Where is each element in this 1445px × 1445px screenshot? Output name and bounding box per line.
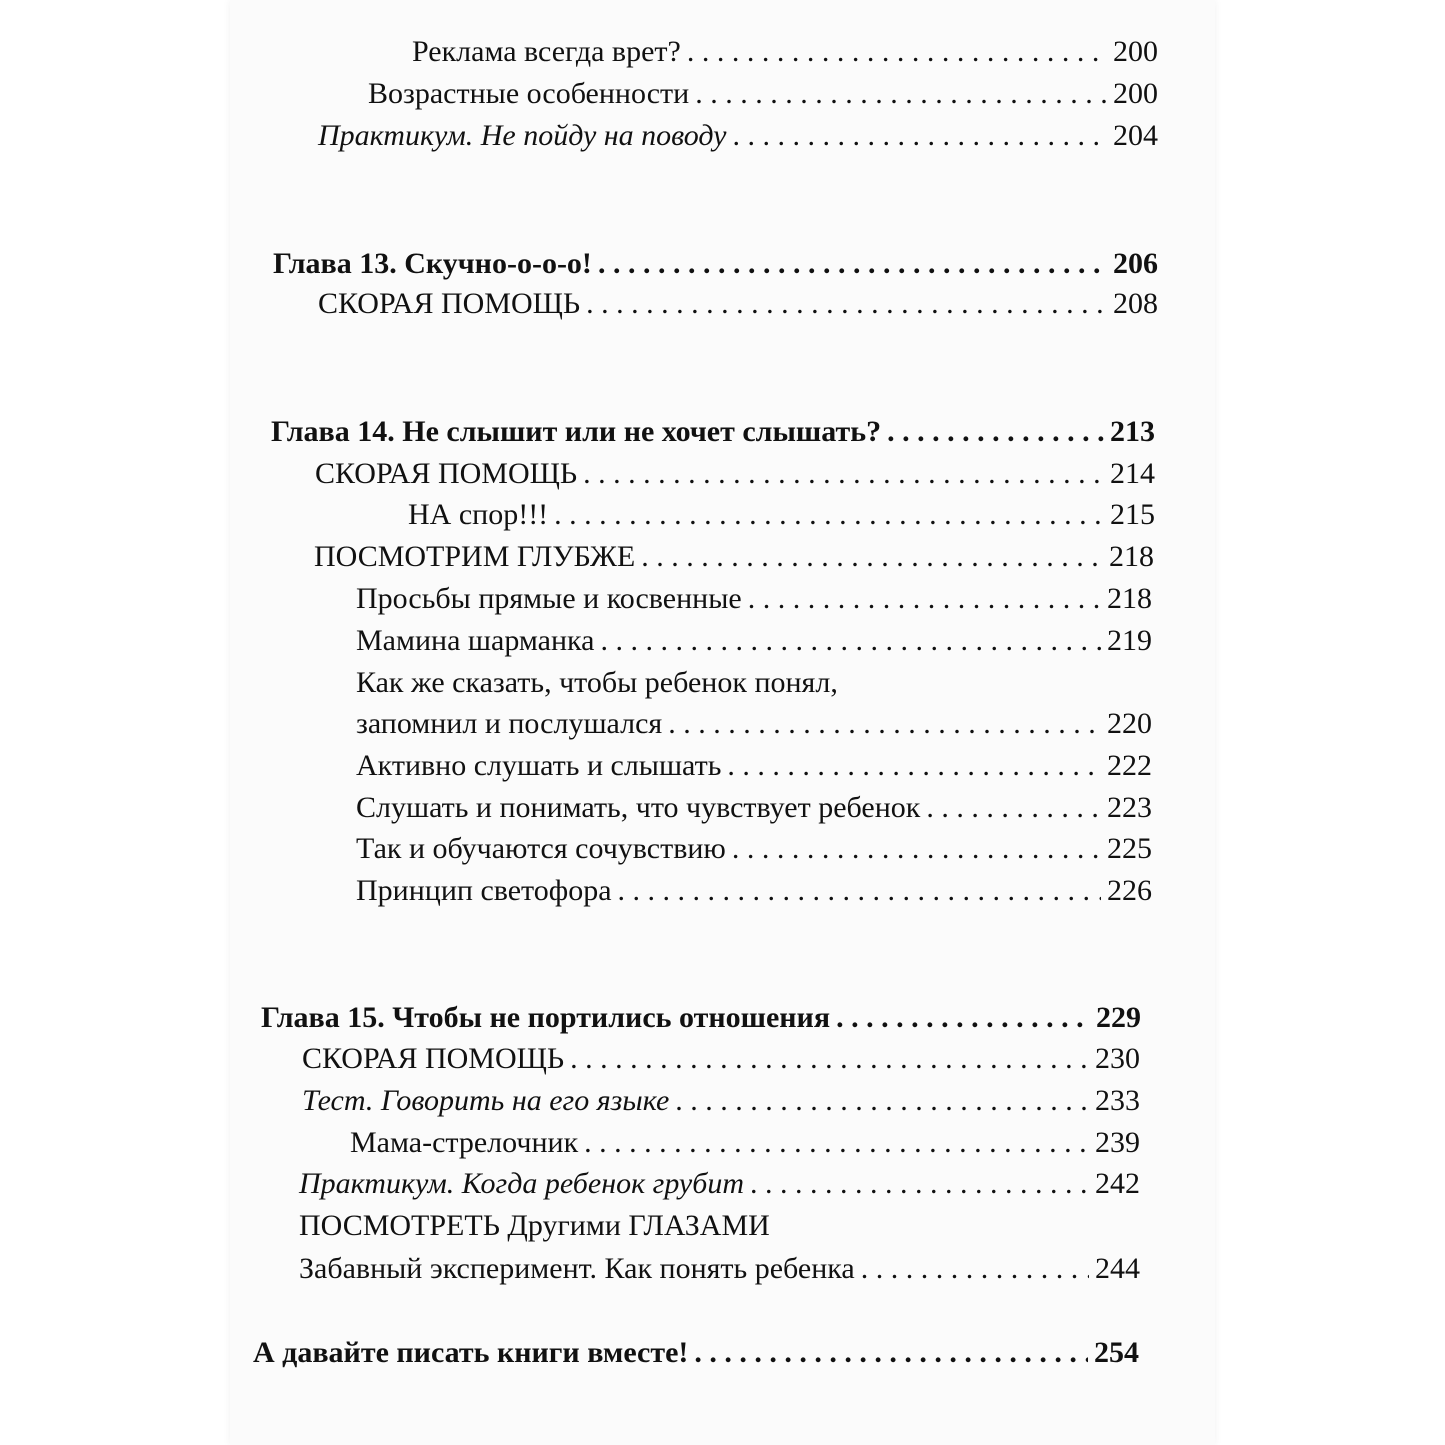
toc-entry bbox=[318, 118, 1158, 154]
toc-entry-title: Глава 15. Чтобы не портились отношения bbox=[261, 1001, 831, 1034]
toc-entry-page: 200 bbox=[1113, 35, 1158, 68]
toc-entry-title: Как же сказать, чтобы ребенок понял, bbox=[356, 666, 838, 699]
toc-entry-title: Мамина шарманка bbox=[356, 624, 595, 657]
toc-entry-page: 220 bbox=[1107, 707, 1152, 740]
toc-entry-title: НА спор!!! bbox=[408, 498, 549, 531]
toc-entry-title: СКОРАЯ ПОМОЩЬ bbox=[318, 287, 581, 320]
toc-entry-page: 219 bbox=[1107, 624, 1152, 657]
toc-entry-page: 200 bbox=[1113, 77, 1158, 110]
dot-leader bbox=[598, 246, 1107, 282]
toc-entry-page: 226 bbox=[1107, 874, 1152, 907]
chapter-entry bbox=[253, 1335, 1139, 1371]
toc-entry-title: ПОСМОТРИМ ГЛУБЖЕ bbox=[314, 540, 636, 573]
toc-entry bbox=[412, 34, 1158, 70]
dot-leader bbox=[748, 581, 1101, 617]
toc-entry-page: 229 bbox=[1096, 1001, 1141, 1034]
dot-leader bbox=[861, 1251, 1089, 1287]
toc-entry-page: 242 bbox=[1095, 1167, 1140, 1200]
toc-entry-page: 213 bbox=[1110, 415, 1155, 448]
toc-entry-page: 218 bbox=[1107, 582, 1152, 615]
toc-entry bbox=[302, 1041, 1140, 1077]
dot-leader bbox=[727, 748, 1101, 784]
toc-entry-title: Практикум. Не пойду на поводу bbox=[318, 119, 727, 152]
toc-entry-title: Забавный эксперимент. Как понять ребенка bbox=[299, 1252, 855, 1285]
dot-leader bbox=[600, 623, 1101, 659]
toc-entry-page: 206 bbox=[1113, 247, 1158, 280]
toc-entry-page: 215 bbox=[1110, 498, 1155, 531]
toc-entry-title: Принцип светофора bbox=[356, 874, 612, 907]
dot-leader bbox=[687, 34, 1107, 70]
toc-entry-page: 218 bbox=[1109, 540, 1154, 573]
toc-entry bbox=[299, 1208, 1140, 1244]
toc-entry-page: 239 bbox=[1095, 1126, 1140, 1159]
toc-entry-title: Так и обучаются сочувствию bbox=[356, 832, 726, 865]
toc-entry bbox=[356, 581, 1152, 617]
toc-entry-title: Глава 14. Не слышит или не хочет слышать? bbox=[271, 415, 882, 448]
dot-leader bbox=[554, 497, 1104, 533]
toc-entry-title: Тест. Говорить на его языке bbox=[302, 1084, 670, 1117]
toc-entry bbox=[356, 706, 1152, 742]
toc-entry bbox=[315, 456, 1155, 492]
toc-entry bbox=[350, 1125, 1140, 1161]
dot-leader bbox=[641, 539, 1103, 575]
chapter-entry bbox=[261, 1000, 1141, 1036]
dot-leader bbox=[618, 873, 1101, 909]
toc-entry bbox=[368, 76, 1158, 112]
toc-entry-page: 208 bbox=[1113, 287, 1158, 320]
toc-entry-page: 254 bbox=[1094, 1336, 1139, 1369]
toc-entry-title: Активно слушать и слышать bbox=[356, 749, 722, 782]
dot-leader bbox=[926, 790, 1101, 826]
dot-leader bbox=[694, 1335, 1088, 1371]
toc-entry bbox=[356, 623, 1152, 659]
toc-entry bbox=[356, 790, 1152, 826]
toc-entry-title: Слушать и понимать, что чувствует ребенок bbox=[356, 791, 921, 824]
toc-entry bbox=[318, 286, 1158, 322]
toc-entry-page: 214 bbox=[1110, 457, 1155, 490]
toc-entry-title: СКОРАЯ ПОМОЩЬ bbox=[315, 457, 578, 490]
dot-leader bbox=[887, 414, 1104, 450]
dot-leader bbox=[668, 706, 1101, 742]
dot-leader bbox=[586, 286, 1107, 322]
toc-entry bbox=[408, 497, 1155, 533]
toc-entry-page: 222 bbox=[1107, 749, 1152, 782]
toc-entry bbox=[356, 831, 1152, 867]
toc-entry-page: 233 bbox=[1095, 1084, 1140, 1117]
toc-entry-title: Мама-стрелочник bbox=[350, 1126, 579, 1159]
toc-entry bbox=[299, 1251, 1140, 1287]
toc-entry-title: Просьбы прямые и косвенные bbox=[356, 582, 742, 615]
toc-entry-title: Возрастные особенности bbox=[368, 77, 690, 110]
toc-entry-title: Реклама всегда врет? bbox=[412, 35, 681, 68]
dot-leader bbox=[750, 1166, 1089, 1202]
toc-entry bbox=[302, 1083, 1140, 1119]
dot-leader bbox=[836, 1000, 1090, 1036]
toc-entry bbox=[356, 748, 1152, 784]
toc-entry bbox=[299, 1166, 1140, 1202]
chapter-entry bbox=[273, 246, 1158, 282]
dot-leader bbox=[584, 1125, 1089, 1161]
toc-entry-title: Глава 13. Скучно-о-о-о! bbox=[273, 247, 592, 280]
toc-entry bbox=[314, 539, 1154, 575]
toc-entry-page: 230 bbox=[1095, 1042, 1140, 1075]
toc-entry-title: запомнил и послушался bbox=[356, 707, 663, 740]
toc-entry-page: 244 bbox=[1095, 1252, 1140, 1285]
toc-entry bbox=[356, 873, 1152, 909]
toc-entry-title: ПОСМОТРЕТЬ Другими ГЛАЗАМИ bbox=[299, 1209, 770, 1242]
toc-entry-page: 204 bbox=[1113, 119, 1158, 152]
dot-leader bbox=[695, 76, 1107, 112]
dot-leader bbox=[570, 1041, 1089, 1077]
dot-leader bbox=[733, 118, 1107, 154]
toc-entry bbox=[356, 665, 1152, 701]
toc-entry-title: А давайте писать книги вместе! bbox=[253, 1336, 689, 1369]
dot-leader bbox=[732, 831, 1101, 867]
dot-leader bbox=[675, 1083, 1089, 1119]
toc-entry-title: СКОРАЯ ПОМОЩЬ bbox=[302, 1042, 565, 1075]
toc-entry-page: 223 bbox=[1107, 791, 1152, 824]
toc-entry-page: 225 bbox=[1107, 832, 1152, 865]
dot-leader bbox=[583, 456, 1104, 492]
chapter-entry bbox=[271, 414, 1155, 450]
toc-entry-title: Практикум. Когда ребенок грубит bbox=[299, 1167, 744, 1200]
